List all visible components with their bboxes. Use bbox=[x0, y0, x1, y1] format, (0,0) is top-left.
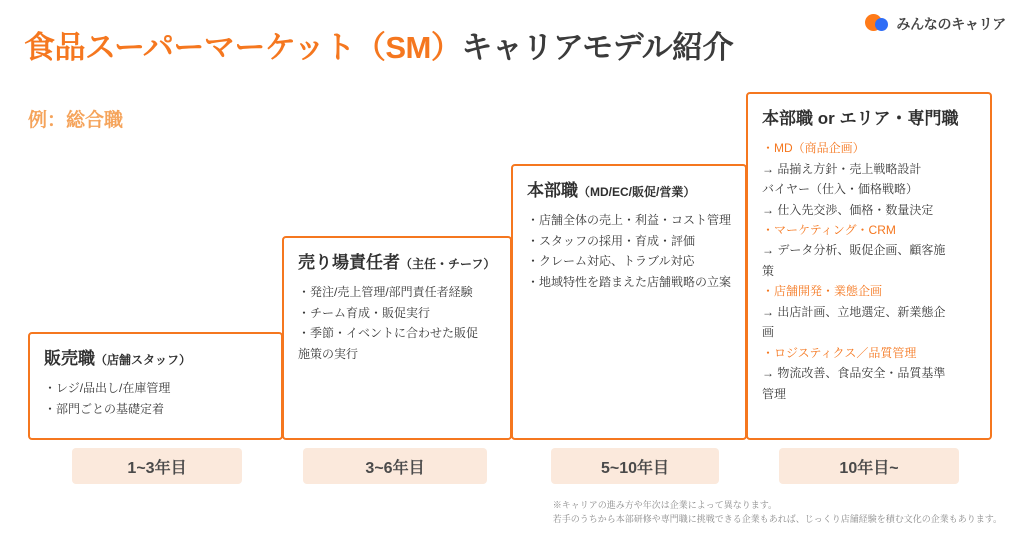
step-card-1-title-main: 販売職 bbox=[44, 349, 95, 368]
step-card-3-title-sub: （MD/EC/販促/営業） bbox=[578, 185, 696, 199]
step-card-3 bbox=[511, 164, 747, 440]
step-card-4-line: ・ロジスティクス／品質管理 bbox=[762, 345, 917, 360]
step-card-1-line: ・部門ごとの基礎定着 bbox=[44, 401, 165, 416]
brand-name-label: みんなのキャリア bbox=[896, 16, 1006, 32]
year-bar-2: 3~6年目 bbox=[303, 448, 487, 484]
step-card-4-line: → 物流改善、食品安全・品質基準 bbox=[762, 366, 946, 381]
step-card-4-body bbox=[762, 139, 976, 404]
page-title bbox=[24, 22, 733, 67]
step-card-4-line: ・店舗開発・業態企画 bbox=[762, 284, 883, 299]
step-card-3-line: ・地域特性を踏まえた店舗戦略の立案 bbox=[527, 274, 732, 289]
footnote-line-1: ※キャリアの進み方や年次は企業によって異なります。 bbox=[552, 500, 777, 510]
step-card-3-title-main: 本部職 bbox=[527, 181, 578, 200]
step-card-4-line: バイヤー（仕入・価格戦略） bbox=[762, 182, 919, 197]
step-card-1-body bbox=[44, 379, 267, 419]
year-bar-3: 5~10年目 bbox=[551, 448, 719, 484]
step-card-4-line: 管理 bbox=[762, 386, 787, 401]
step-card-4-line: 画 bbox=[762, 325, 775, 340]
step-card-2-line: ・季節・イベントに合わせた販促 bbox=[298, 326, 479, 341]
page-title-black: キャリアモデル紹介 bbox=[461, 30, 734, 65]
step-card-2-line: ・発注/売上管理/部門責任者経験 bbox=[298, 285, 473, 300]
footnote bbox=[553, 499, 1002, 526]
step-card-1-title bbox=[44, 348, 267, 369]
minna-career-logo-icon bbox=[865, 12, 889, 36]
step-card-4-line: → 品揃え方針・売上戦略設計 bbox=[762, 161, 922, 176]
page-subtitle: 例：総合職 bbox=[28, 110, 124, 131]
step-card-4 bbox=[746, 92, 992, 440]
step-card-2-title bbox=[298, 252, 496, 273]
step-card-3-line: ・スタッフの採用・育成・評価 bbox=[527, 233, 696, 248]
step-card-2-title-main: 売り場責任者 bbox=[298, 253, 400, 272]
step-card-4-line: ・マーケティング・CRM bbox=[762, 223, 896, 237]
step-card-3-title bbox=[527, 180, 731, 201]
step-card-3-line: ・店舗全体の売上・利益・コスト管理 bbox=[527, 213, 732, 228]
year-bar-1: 1~3年目 bbox=[72, 448, 242, 484]
step-card-4-line: ・MD（商品企画） bbox=[762, 141, 865, 156]
year-bar-4: 10年目~ bbox=[779, 448, 959, 484]
brand-logo-area bbox=[865, 12, 1006, 36]
step-card-2-title-sub: （主任・チーフ） bbox=[400, 257, 496, 271]
step-card-4-line: → 出店計画、立地選定、新業態企 bbox=[762, 304, 946, 319]
step-card-4-line: → データ分析、販促企画、顧客施 bbox=[762, 243, 946, 258]
step-card-3-body bbox=[527, 211, 731, 292]
step-card-4-title-main: 本部職 or エリア・専門職 bbox=[762, 109, 959, 128]
page-title-orange: 食品スーパーマーケット（SM） bbox=[24, 30, 462, 65]
step-card-2-line: 施策の実行 bbox=[298, 346, 359, 361]
step-card-4-line: → 仕入先交渉、価格・数量決定 bbox=[762, 202, 934, 217]
step-card-2-line: ・チーム育成・販促実行 bbox=[298, 305, 431, 320]
step-card-3-line: ・クレーム対応、トラブル対応 bbox=[527, 254, 695, 269]
step-card-2-body bbox=[298, 283, 496, 364]
footnote-line-2: 若手のうちから本部研修や専門職に挑戦できる企業もあれば、じっくり店舗経験を積む文化の企業もあります。 bbox=[552, 513, 1002, 524]
step-card-4-title bbox=[762, 108, 976, 129]
step-card-2 bbox=[282, 236, 512, 440]
step-card-1 bbox=[28, 332, 283, 440]
step-card-1-line: ・レジ/品出し/在庫管理 bbox=[44, 381, 171, 396]
step-card-4-line: 策 bbox=[762, 263, 775, 278]
step-card-1-title-sub: （店舗スタッフ） bbox=[95, 353, 192, 367]
